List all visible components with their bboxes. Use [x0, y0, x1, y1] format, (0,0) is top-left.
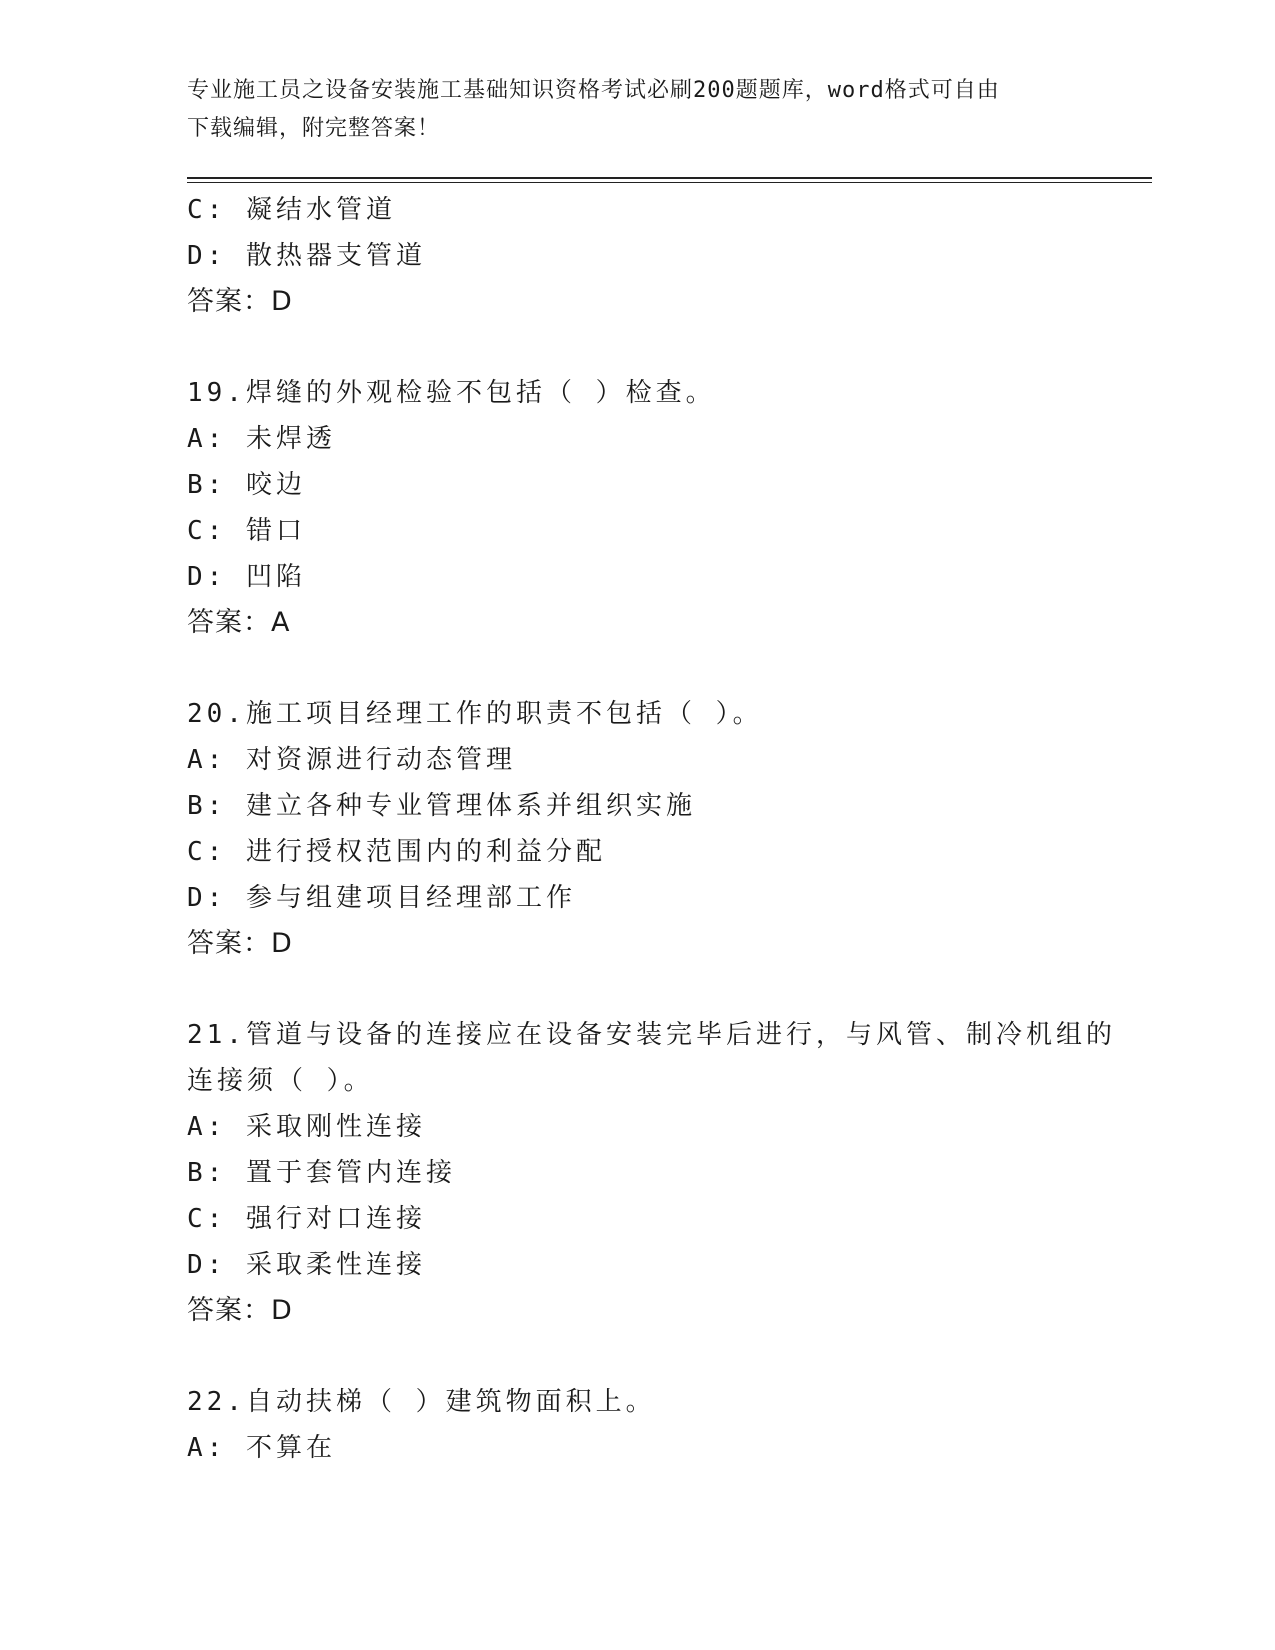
header-line-1: 专业施工员之设备安装施工基础知识资格考试必刷200题题库，word格式可自由: [187, 78, 1000, 103]
header-divider-thin: [187, 182, 1152, 183]
answer-line: 答案：A: [187, 607, 291, 638]
option-a: A: 未焊透: [187, 424, 336, 454]
spacer: [187, 1334, 1087, 1379]
spacer: [187, 967, 1087, 1012]
header-line-2: 下载编辑，附完整答案！: [187, 116, 441, 141]
spacer: [187, 646, 1087, 691]
option-a: A: 不算在: [187, 1433, 336, 1463]
question-block-18: [187, 187, 1087, 325]
question-stem-line-1: 21.管道与设备的连接应在设备安装完毕后进行，与风管、制冷机组的: [187, 1020, 1116, 1050]
question-stem-line-2: 连接须（ ）。: [187, 1066, 374, 1096]
question-stem: 20.施工项目经理工作的职责不包括（ ）。: [187, 699, 763, 729]
option-b: B: 置于套管内连接: [187, 1158, 456, 1188]
option-c: C: 错口: [187, 516, 306, 546]
question-block-20: [187, 691, 1087, 967]
option-c: C: 进行授权范围内的利益分配: [187, 837, 606, 867]
option-c: C: 强行对口连接: [187, 1204, 426, 1234]
option-d: D: 参与组建项目经理部工作: [187, 883, 576, 913]
question-block-21: [187, 1012, 1116, 1334]
option-b: B: 咬边: [187, 470, 306, 500]
question-list: [187, 187, 1116, 1471]
document-header: [187, 72, 1087, 148]
question-stem: 19.焊缝的外观检验不包括（ ）检查。: [187, 378, 716, 408]
spacer: [187, 325, 1087, 370]
option-a: A: 对资源进行动态管理: [187, 745, 516, 775]
answer-line: 答案：D: [187, 1295, 293, 1326]
option-c: C: 凝结水管道: [187, 195, 396, 225]
option-d: D: 凹陷: [187, 562, 306, 592]
question-block-19: [187, 370, 1087, 646]
answer-line: 答案：D: [187, 286, 293, 317]
header-divider-thick: [187, 177, 1152, 179]
option-a: A: 采取刚性连接: [187, 1112, 426, 1142]
question-stem: 22.自动扶梯（ ）建筑物面积上。: [187, 1387, 656, 1417]
option-d: D: 采取柔性连接: [187, 1250, 426, 1280]
question-block-22: [187, 1379, 1087, 1471]
answer-line: 答案：D: [187, 928, 293, 959]
option-d: D: 散热器支管道: [187, 241, 426, 271]
option-b: B: 建立各种专业管理体系并组织实施: [187, 791, 696, 821]
